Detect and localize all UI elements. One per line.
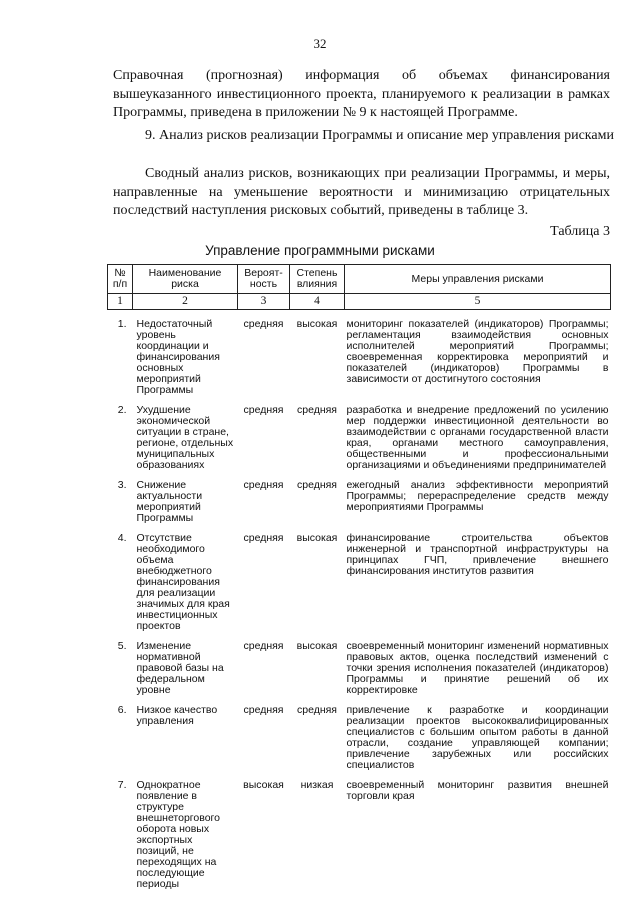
risk-name: Низкое качество управления [136,704,218,727]
row-number: 5. [117,640,127,652]
column-number: 4 [290,294,345,310]
header-impact: Степень влияния [290,265,345,294]
table-header-row [108,265,611,294]
risk-name: Снижение актуальности мероприятий Программы [136,479,203,524]
risk-table [107,264,611,890]
table-row [108,396,611,471]
risk-impact: средняя [297,704,337,716]
intro-paragraph: Справочная (прогнозная) информация об объемах финансирования вышеуказанного инвестиционного проекта, планируемого к реализации в рамках Программы, приведена в приложении № 9 к настоящей Программе. [113,68,610,120]
risk-impact: высокая [296,318,338,330]
table-label: Таблица 3 [550,224,610,239]
column-number: 2 [133,294,238,310]
risk-impact: низкая [300,779,334,791]
risk-measures: привлечение к разработке и координации реализации проектов высококвалифицированных специалистов с большим опытом работы в данной отрасли, создание управляющей компании; привлечение зарубежных или российских специалистов [346,704,609,771]
risk-measures: мониторинг показателей (индикаторов) Программы; регламентация взаимодействия основных исполнителей мероприятий Программы; своевременная корректировка мероприятий и показателей (индикаторов) Программы в зависимости от достигнутого состояния [346,318,609,385]
risk-impact: высокая [296,640,338,652]
risk-probability: высокая [243,779,284,791]
header-num: № п/п [108,265,133,294]
table-title: Управление программными рисками [205,243,435,258]
summary-paragraph: Сводный анализ рисков, возникающих при реализации Программы, и меры, направленные на уменьшение вероятности и минимизацию отрицательных последствий наступления рисковых событий, приведены в таблице 3. [113,166,610,218]
risk-name: Отсутствие необходимого объема внебюджетного финансирования для реализации значимых для края инвестиционных проектов [136,532,230,632]
row-number: 4. [117,532,127,544]
page-number: 32 [313,36,327,51]
column-number: 3 [238,294,290,310]
column-number: 1 [108,294,133,310]
table-row [108,310,611,397]
risk-measures: ежегодный анализ эффективности мероприятий Программы; перераспределение средств между мероприятиями Программы [346,479,609,513]
table-row [108,771,611,890]
risk-name: Ухудшение экономической ситуации в стране, регионе, отдельных муниципальных образованиях [136,404,234,471]
table-row [108,696,611,771]
risk-probability: средняя [243,318,284,330]
row-number: 1. [117,318,127,330]
risk-name: Изменение нормативной правовой базы на федеральном уровне [136,640,224,696]
column-number-row [108,294,611,310]
risk-probability: средняя [243,404,284,416]
table-row [108,524,611,632]
risk-probability: средняя [243,704,284,716]
risk-name: Недостаточный уровень координации и финансирования основных мероприятий Программы [136,318,220,396]
risk-probability: средняя [243,479,284,491]
risk-measures: разработка и внедрение предложений по усилению мер поддержки инвестиционной деятельности во взаимодействии с органами государственной власти края, органами местного самоуправления, общественными и профессиональными организациями и объединениями предпринимателей [346,404,609,471]
section-heading: 9. Анализ рисков реализации Программы и описание мер управления рисками [145,128,614,143]
table-row [108,471,611,524]
risk-impact: средняя [297,479,337,491]
risk-measures: своевременный мониторинг развития внешней торговли края [346,779,609,802]
header-measures: Меры управления рисками [345,265,611,294]
table-row [108,632,611,696]
risk-measures: своевременный мониторинг изменений нормативных правовых актов, оценка последствий изменений с точки зрения исполнения показателей (индикаторов) Программы и принятие решений об их корректировке [346,640,609,696]
header-name: Наименование риска [133,265,238,294]
row-number: 6. [117,704,127,716]
row-number: 3. [117,479,127,491]
risk-measures: финансирование строительства объектов инженерной и транспортной инфраструктуры на принципах ГЧП, привлечение внешнего финансирования институтов развития [346,532,609,577]
risk-probability: средняя [243,640,284,652]
risk-name: Однократное появление в структуре внешнеторгового оборота новых экспортных позиций, не переходящих на последующие периоды [136,779,220,890]
risk-probability: средняя [243,532,284,544]
header-probability: Вероят-ность [238,265,290,294]
row-number: 2. [117,404,127,416]
row-number: 7. [117,779,127,791]
risk-impact: средняя [297,404,337,416]
column-number: 5 [345,294,611,310]
risk-impact: высокая [296,532,338,544]
